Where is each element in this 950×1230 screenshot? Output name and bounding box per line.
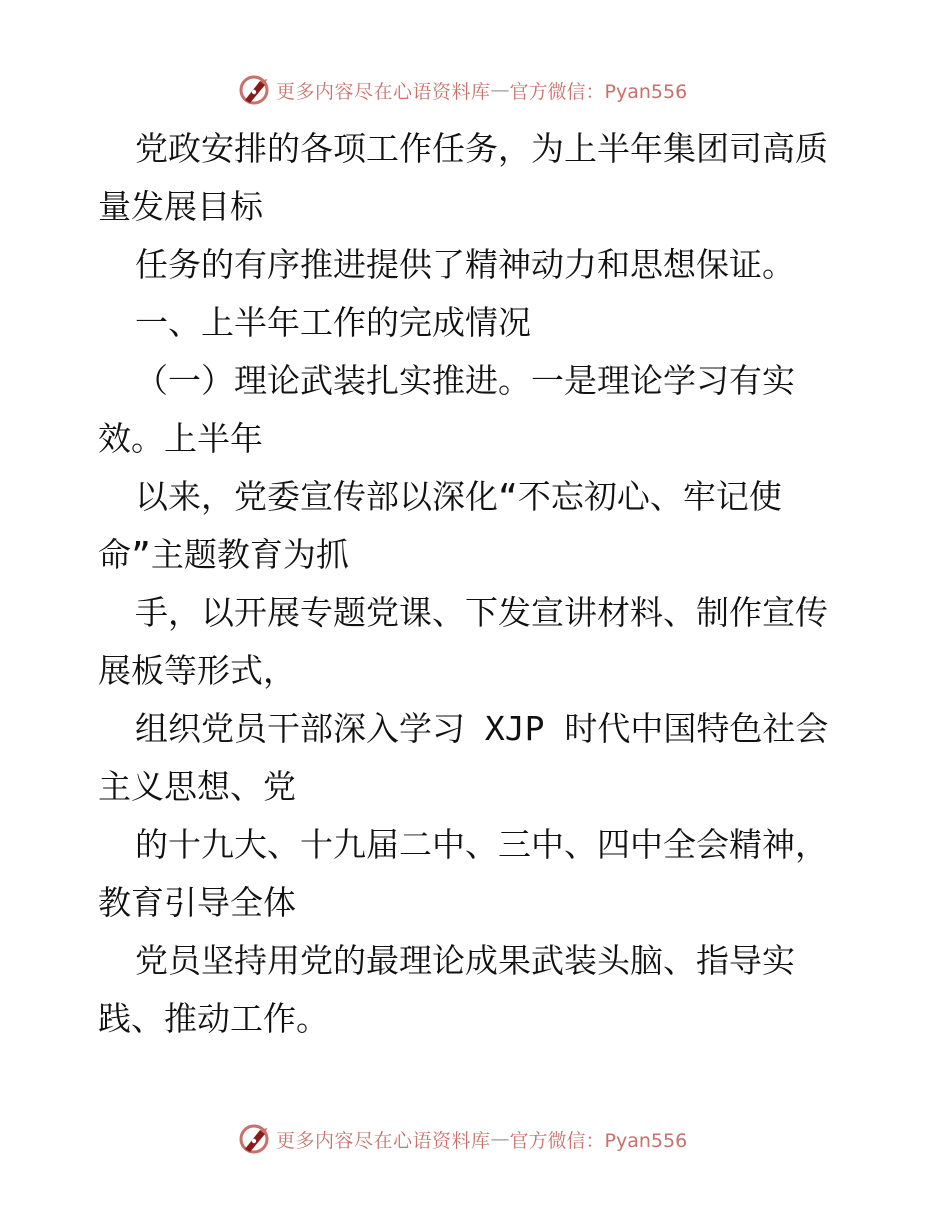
- paragraph-line: 命”主题教育为抓: [98, 535, 349, 574]
- subsection-heading: （一）理论武装扎实推进。一是理论学习有实: [135, 361, 795, 400]
- paragraph-line: 量发展目标: [98, 187, 263, 226]
- footer-watermark: [236, 1122, 687, 1156]
- paragraph-line: 展板等形式，: [98, 651, 296, 690]
- document-body: [98, 120, 858, 1048]
- header-watermark: [236, 73, 687, 107]
- pen-nib-logo-icon: [236, 73, 272, 107]
- section-heading: 一、上半年工作的完成情况: [135, 303, 531, 342]
- paragraph-line: 党政安排的各项工作任务，为上半年集团司高质: [135, 129, 828, 168]
- paragraph-line: 效。上半年: [98, 419, 263, 458]
- paragraph-line: 以来，党委宣传部以深化“不忘初心、牢记使: [135, 477, 782, 516]
- watermark-left-text: 更多内容尽在心语资料库: [276, 1129, 491, 1152]
- paragraph-line: 教育引导全体: [98, 883, 296, 922]
- paragraph-line: 的十九大、十九届二中、三中、四中全会精神，: [135, 825, 828, 864]
- watermark-right-text: 官方微信：Pyan556: [509, 80, 688, 103]
- watermark-left-text: 更多内容尽在心语资料库: [276, 80, 491, 103]
- paragraph-line: 任务的有序推进提供了精神动力和思想保证。: [135, 245, 795, 284]
- watermark-right-text: 官方微信：Pyan556: [509, 1129, 688, 1152]
- watermark-separator: —: [490, 1128, 510, 1150]
- paragraph-line: 手，以开展专题党课、下发宣讲材料、制作宣传: [135, 593, 828, 632]
- paragraph-line: 主义思想、党: [98, 767, 296, 806]
- paragraph-line: 践、推动工作。: [98, 999, 329, 1038]
- paragraph-line: 组织党员干部深入学习 XJP 时代中国特色社会: [135, 709, 829, 748]
- paragraph-line: 党员坚持用党的最理论成果武装头脑、指导实: [135, 941, 795, 980]
- pen-nib-logo-icon: [236, 1122, 272, 1156]
- watermark-separator: —: [490, 79, 510, 101]
